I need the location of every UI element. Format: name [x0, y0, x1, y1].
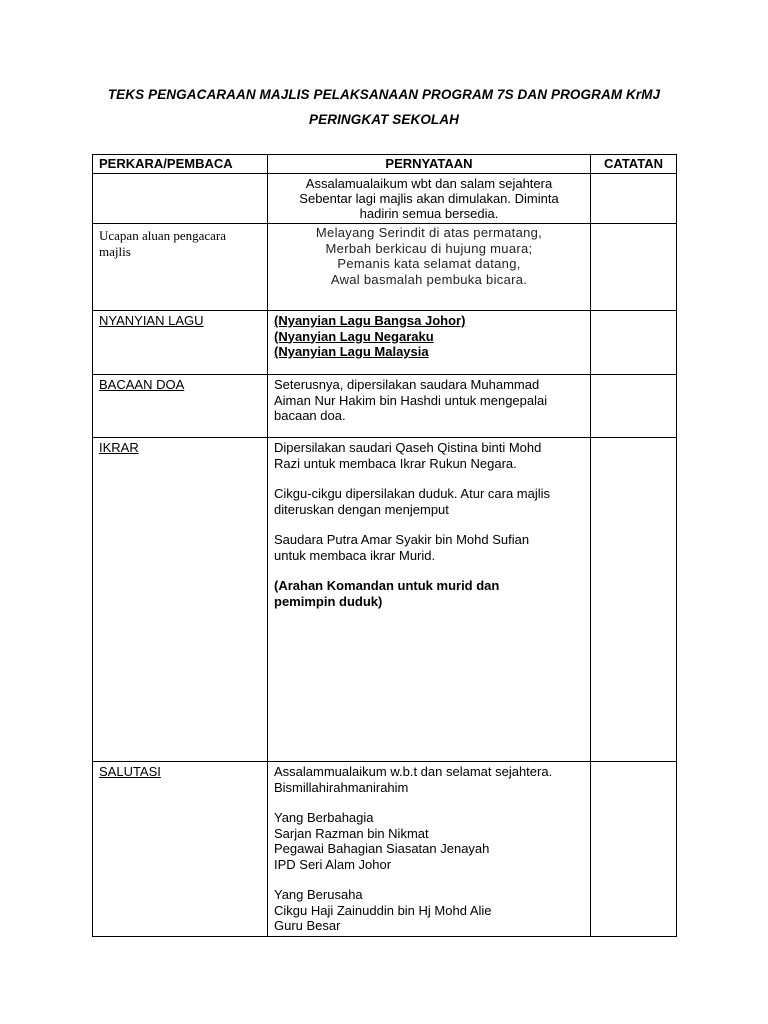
statement-line: Aiman Nur Hakim bin Hashdi untuk mengepalai — [274, 392, 548, 408]
row-item: SALUTASI — [93, 762, 268, 937]
header-catatan: CATATAN — [591, 155, 677, 174]
header-perkara: PERKARA/PEMBACA — [93, 155, 268, 174]
statement-line: Dipersilakan saudari Qaseh Qistina binti Mohd — [274, 440, 542, 455]
song-line: (Nyanyian Lagu Bangsa Johor) — [274, 313, 466, 328]
statement-line: bacaan doa. — [274, 408, 346, 423]
row-item — [93, 174, 268, 224]
statement-line: Assalammualaikum w.b.t dan selamat sejahtera. — [274, 764, 553, 779]
document-title: TEKS PENGACARAAN MAJLIS PELAKSANAAN PROGRAM 7S DAN PROGRAM KrMJ — [107, 87, 661, 102]
row-statement — [268, 224, 591, 311]
statement-line: Yang Berbahagia — [274, 810, 374, 825]
table-row — [93, 311, 677, 375]
poem-line: Merbah berkicau di hujung muara; — [325, 240, 533, 256]
row-item: Ucapan aluan pengacara majlis — [93, 224, 268, 311]
row-statement — [268, 762, 591, 937]
row-note — [591, 224, 677, 311]
row-statement — [268, 311, 591, 375]
poem-line: Pemanis kata selamat datang, — [337, 256, 521, 271]
row-note — [591, 762, 677, 937]
statement-line: Guru Besar — [274, 918, 341, 933]
statement-line: Cikgu-cikgu dipersilakan duduk. Atur cara majlis — [274, 486, 551, 501]
table-row — [93, 224, 677, 311]
row-statement — [268, 375, 591, 438]
statement-line: Sarjan Razman bin Nikmat — [274, 825, 429, 841]
row-note — [591, 438, 677, 762]
statement-line: diteruskan dengan menjemput — [274, 501, 449, 517]
statement-line: Sebentar lagi majlis akan dimulakan. Diminta — [299, 191, 559, 206]
statement-line: Assalamualaikum wbt dan salam sejahtera — [305, 176, 553, 191]
row-note — [591, 174, 677, 224]
document-subtitle: PERINGKAT SEKOLAH — [309, 112, 459, 127]
statement-line: Yang Berusaha — [274, 887, 363, 902]
statement-line: Saudara Putra Amar Syakir bin Mohd Sufian — [274, 532, 530, 547]
statement-line: hadirin semua bersedia. — [359, 206, 499, 221]
poem-line: Melayang Serindit di atas permatang, — [315, 225, 543, 240]
row-statement — [268, 438, 591, 762]
table-row — [93, 438, 677, 762]
row-item: NYANYIAN LAGU — [93, 311, 268, 375]
statement-line: Bismillahirahmanirahim — [274, 779, 409, 795]
poem-line: Awal basmalah pembuka bicara. — [330, 271, 528, 287]
statement-line: IPD Seri Alam Johor — [274, 856, 392, 872]
song-line: (Nyanyian Lagu Malaysia — [274, 344, 429, 359]
row-note — [591, 311, 677, 375]
row-statement — [268, 174, 591, 224]
header-pernyataan: PERNYATAAN — [268, 155, 591, 174]
instruction-line: (Arahan Komandan untuk murid dan — [274, 578, 500, 593]
statement-line: Razi untuk membaca Ikrar Rukun Negara. — [274, 455, 517, 471]
statement-line: Cikgu Haji Zainuddin bin Hj Mohd Alie — [274, 902, 492, 918]
row-note — [591, 375, 677, 438]
statement-line: Pegawai Bahagian Siasatan Jenayah — [274, 841, 490, 856]
instruction-line: pemimpin duduk) — [274, 593, 383, 609]
song-line: (Nyanyian Lagu Negaraku — [274, 328, 434, 344]
row-item: IKRAR — [93, 438, 268, 762]
table-row — [93, 174, 677, 224]
statement-line: Seterusnya, dipersilakan saudara Muhammad — [274, 377, 540, 392]
statement-line: untuk membaca ikrar Murid. — [274, 547, 436, 563]
table-row — [93, 762, 677, 937]
program-table — [92, 154, 677, 937]
table-row — [93, 375, 677, 438]
table-header-row — [93, 155, 677, 174]
row-item: BACAAN DOA — [93, 375, 268, 438]
